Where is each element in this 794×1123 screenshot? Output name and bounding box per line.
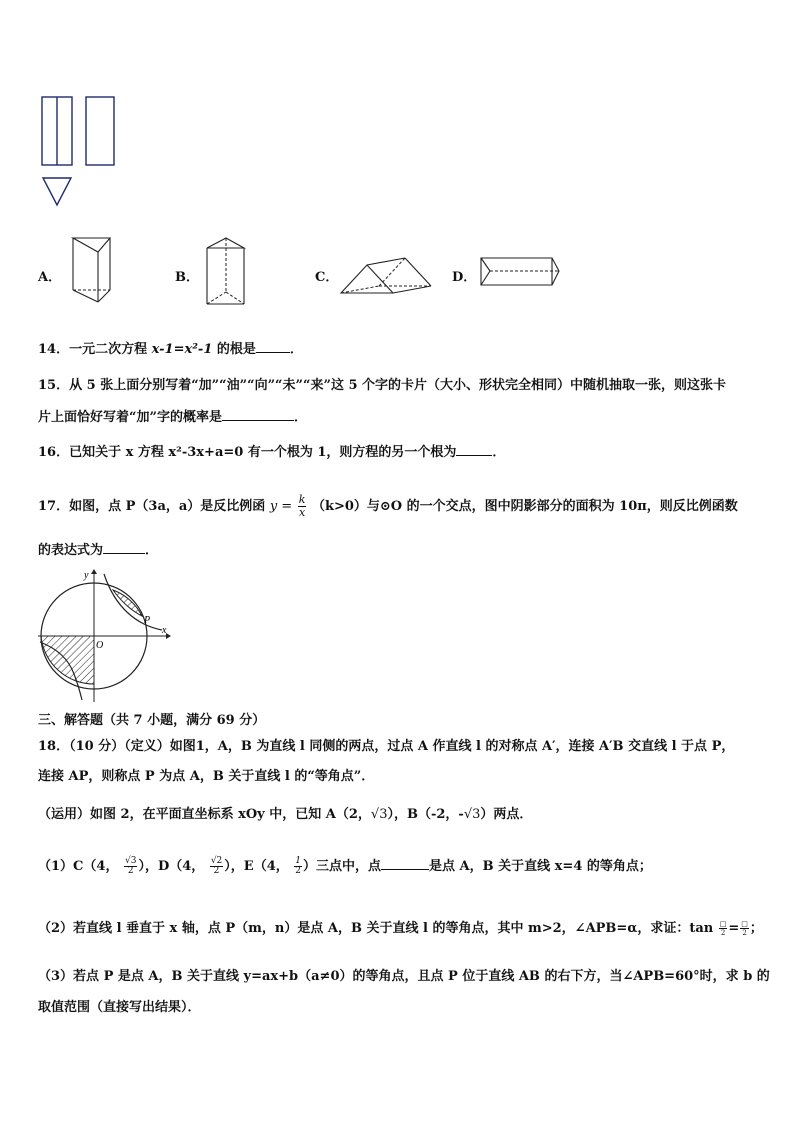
- q14-text-a: 14．一元二次方程: [38, 342, 148, 357]
- q14-answer-blank[interactable]: [256, 340, 290, 353]
- label-p: P: [144, 615, 151, 626]
- q18-p2-a: （2）若直线 l 垂直于 x 轴，点 P（m，n）是点 A，B 关于直线 l 的等角点，其中 m>2，∠APB=α，求证：tan: [38, 921, 714, 936]
- q17-y-eq: y =: [269, 499, 293, 514]
- option-b-label[interactable]: B．: [175, 270, 199, 285]
- q17-answer-blank[interactable]: [103, 541, 145, 554]
- option-a-label[interactable]: A．: [38, 270, 62, 285]
- q18-p2-frac-left: [719, 920, 728, 937]
- question-18-line-1: 18．（10 分）（定义）如图1，A，B 为直线 l 同侧的两点，过点 A 作直线 l 的对称点 A′，连接 A′B 交直线 l 于点 P，: [38, 739, 735, 754]
- q16-text: 16．已知关于 x 方程 x²-3x+a=0 有一个根为 1，则方程的另一个根为: [38, 445, 457, 460]
- q17-line-2-text: 的表达式为: [38, 543, 104, 558]
- q17-text-a: 17．如图，点 P（3a，a）是反比例函: [38, 499, 266, 514]
- question-18-line-2: 连接 AP，则称点 P 为点 A，B 关于直线 l 的“等角点”．: [38, 769, 375, 784]
- q14-equation: x-1=x²-1: [151, 342, 213, 357]
- question-18-part-1: [38, 857, 652, 876]
- question-16: [38, 443, 505, 462]
- q18-frac-c-num: √3: [124, 856, 137, 866]
- top-view-triangle: [43, 178, 71, 205]
- q16-answer-blank[interactable]: [456, 443, 492, 456]
- q17-fraction: [298, 494, 307, 519]
- q18-frac-c-den: 2: [127, 866, 134, 876]
- q18-apply-a: （运用）如图 2，在平面直坐标系 xOy 中，已知 A（2，: [38, 807, 371, 822]
- q18-p2-frac-right-num: □: [741, 920, 748, 928]
- question-14: [38, 340, 303, 359]
- three-view-figure: [38, 94, 128, 210]
- shaded-region-lower: [41, 636, 94, 684]
- q18-frac-e-den: 2: [295, 866, 302, 876]
- q17-fraction-den: x: [298, 506, 306, 519]
- option-b-prism[interactable]: [204, 234, 248, 308]
- question-15-line-2: [38, 408, 307, 427]
- question-15-line-1: 15．从 5 张上面分别写着“加”“油”“向”“未”“来”这 5 个字的卡片（大小、形状完全相同）中随机抽取一张，则这张卡: [38, 378, 727, 393]
- section-3-title: 三、解答题（共 7 小题，满分 69 分）: [38, 713, 266, 728]
- option-d-prism[interactable]: [478, 255, 562, 289]
- q17-tail: ．: [145, 543, 159, 558]
- q18-sqrt3-b: √3: [463, 807, 481, 822]
- q17-text-b: （k>0）与⊙O 的一个交点，图中阴影部分的面积为 10π，则反比例函数: [311, 499, 738, 514]
- q15-tail: ．: [293, 410, 307, 425]
- q18-p2-frac-left-den: 2: [720, 929, 726, 937]
- figure-17-circle-hyperbola: [38, 568, 172, 704]
- q18-p2-frac-right: [740, 920, 749, 937]
- side-view: [86, 97, 114, 165]
- option-d-label[interactable]: D．: [452, 270, 477, 285]
- question-17-line-1: [38, 494, 738, 519]
- q18-frac-d-num: √2: [210, 856, 223, 866]
- q18-p2-eq: =: [728, 921, 740, 936]
- q18-frac-e: [294, 857, 302, 876]
- q18-p2-frac-right-den: 2: [742, 929, 747, 937]
- question-17-line-2: [38, 541, 158, 560]
- q17-fraction-num: k: [298, 493, 306, 506]
- y-axis-arrow: [91, 569, 97, 574]
- q18-p1-a: （1）C（4，: [38, 859, 119, 874]
- q14-tail: ．: [289, 342, 303, 357]
- q18-sqrt3-a: √3: [370, 807, 388, 822]
- q16-tail: ．: [492, 445, 506, 460]
- hyperbola-branch-1: [104, 574, 162, 630]
- option-a-prism[interactable]: [70, 234, 114, 306]
- option-c-prism[interactable]: [338, 256, 434, 298]
- q15-answer-blank[interactable]: [222, 408, 294, 421]
- q15-line-2-text: 片上面恰好写着“加”字的概率是: [38, 410, 222, 425]
- q18-frac-e-num: 1: [295, 856, 302, 866]
- q18-p1-b: ），D（4，: [138, 859, 205, 874]
- q18-p2-frac-left-num: □: [719, 920, 727, 928]
- q14-text-c: 的根是: [216, 342, 256, 357]
- q18-p1-c: ），E（4，: [224, 859, 289, 874]
- option-c-label[interactable]: C．: [315, 270, 339, 285]
- q18-frac-c: [124, 857, 137, 876]
- x-axis-arrow: [166, 633, 171, 639]
- question-18-apply: [38, 806, 532, 824]
- q18-frac-d-den: 2: [213, 866, 220, 876]
- question-18-part-3-line-2: 取值范围（直接写出结果）．: [38, 1000, 201, 1015]
- q18-apply-c: ）两点．: [480, 807, 533, 822]
- question-18-part-3-line-1: （3）若点 P 是点 A，B 关于直线 y=ax+b（a≠0）的等角点，且点 P 位于直线 AB 的右下方，当∠APB=60°时，求 b 的: [38, 969, 770, 984]
- question-18-part-2: [38, 920, 763, 938]
- q18-p1-e: 是点 A，B 关于直线 x=4 的等角点；: [429, 859, 652, 874]
- label-o: O: [96, 640, 104, 651]
- q18-p1-answer-blank[interactable]: [381, 857, 429, 870]
- label-x: x: [162, 625, 167, 636]
- q18-p1-d: ）三点中，点: [303, 859, 382, 874]
- q18-apply-b: ），B（-2，-: [387, 807, 464, 822]
- q18-frac-d: [210, 857, 223, 876]
- label-y: y: [84, 570, 89, 581]
- q18-p2-tail: ；: [749, 921, 763, 936]
